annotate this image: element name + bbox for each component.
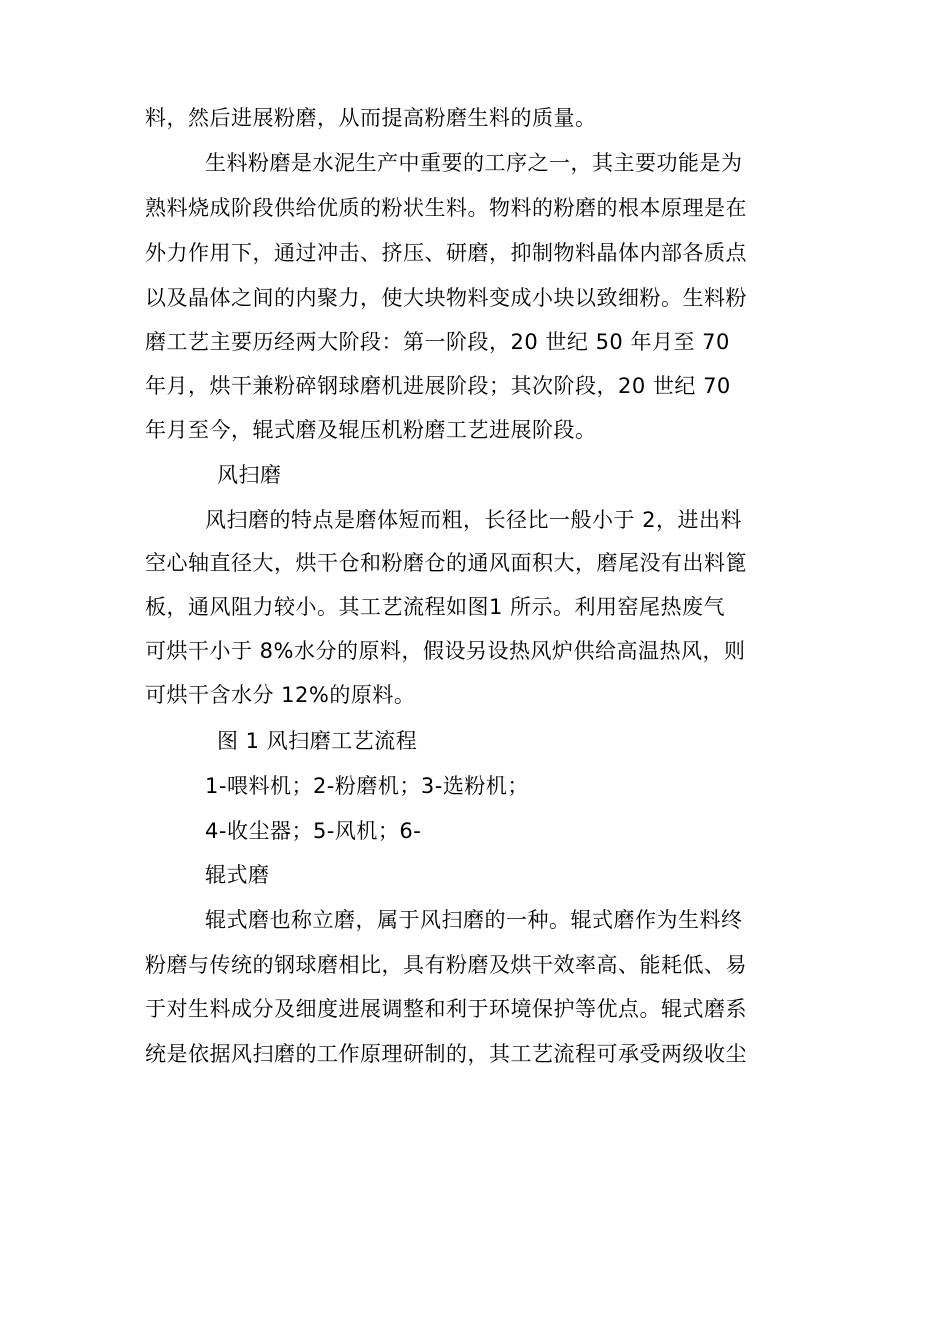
text-line: 外力作用下，通过冲击、挤压、研磨，抑制物料晶体内部各质点 <box>145 241 747 265</box>
section-heading: 辊式磨 <box>205 863 270 887</box>
section-heading: 风扫磨 <box>217 463 282 487</box>
text-line: 板，通风阻力较小。其工艺流程如图1 所示。利用窑尾热废气 <box>145 595 726 619</box>
text-line: 统是依据风扫磨的工作原理研制的，其工艺流程可承受两级收尘 <box>145 1042 747 1066</box>
figure-legend-line: 1-喂料机；2-粉磨机；3-选粉机； <box>205 774 529 798</box>
text-line: 可烘干小于 8%水分的原料，假设另设热风炉供给高温热风，则 <box>145 639 746 663</box>
paragraph-first-line: 风扫磨的特点是磨体短而粗，长径比一般小于 2，进出料 <box>205 508 743 532</box>
text-line: 粉磨与传统的钢球磨相比，具有粉磨及烘干效率高、能耗低、易 <box>145 953 747 977</box>
text-line: 料，然后进展粉磨，从而提高粉磨生料的质量。 <box>145 106 597 130</box>
paragraph-first-line: 生料粉磨是水泥生产中重要的工序之一，其主要功能是为 <box>205 151 743 175</box>
figure-caption: 图 1 风扫磨工艺流程 <box>217 729 418 753</box>
text-line: 年月，烘干兼粉碎钢球磨机进展阶段；其次阶段，20 世纪 70 <box>145 374 731 398</box>
text-line: 年月至今，辊式磨及辊压机粉磨工艺进展阶段。 <box>145 418 597 442</box>
text-line: 磨工艺主要历经两大阶段：第一阶段，20 世纪 50 年月至 70 <box>145 330 730 354</box>
figure-legend-line: 4-收尘器；5-风机；6- <box>205 819 422 843</box>
paragraph-first-line: 辊式磨也称立磨，属于风扫磨的一种。辊式磨作为生料终 <box>205 908 743 932</box>
text-line: 空心轴直径大，烘干仓和粉磨仓的通风面积大，磨尾没有出料篦 <box>145 551 747 575</box>
text-line: 以及晶体之间的内聚力，使大块物料变成小块以致细粉。生料粉 <box>145 286 747 310</box>
text-line: 于对生料成分及细度进展调整和利于环境保护等优点。辊式磨系 <box>145 997 747 1021</box>
text-line: 熟料烧成阶段供给优质的粉状生料。物料的粉磨的根本原理是在 <box>145 196 747 220</box>
text-line: 可烘干含水分 12%的原料。 <box>145 683 416 707</box>
